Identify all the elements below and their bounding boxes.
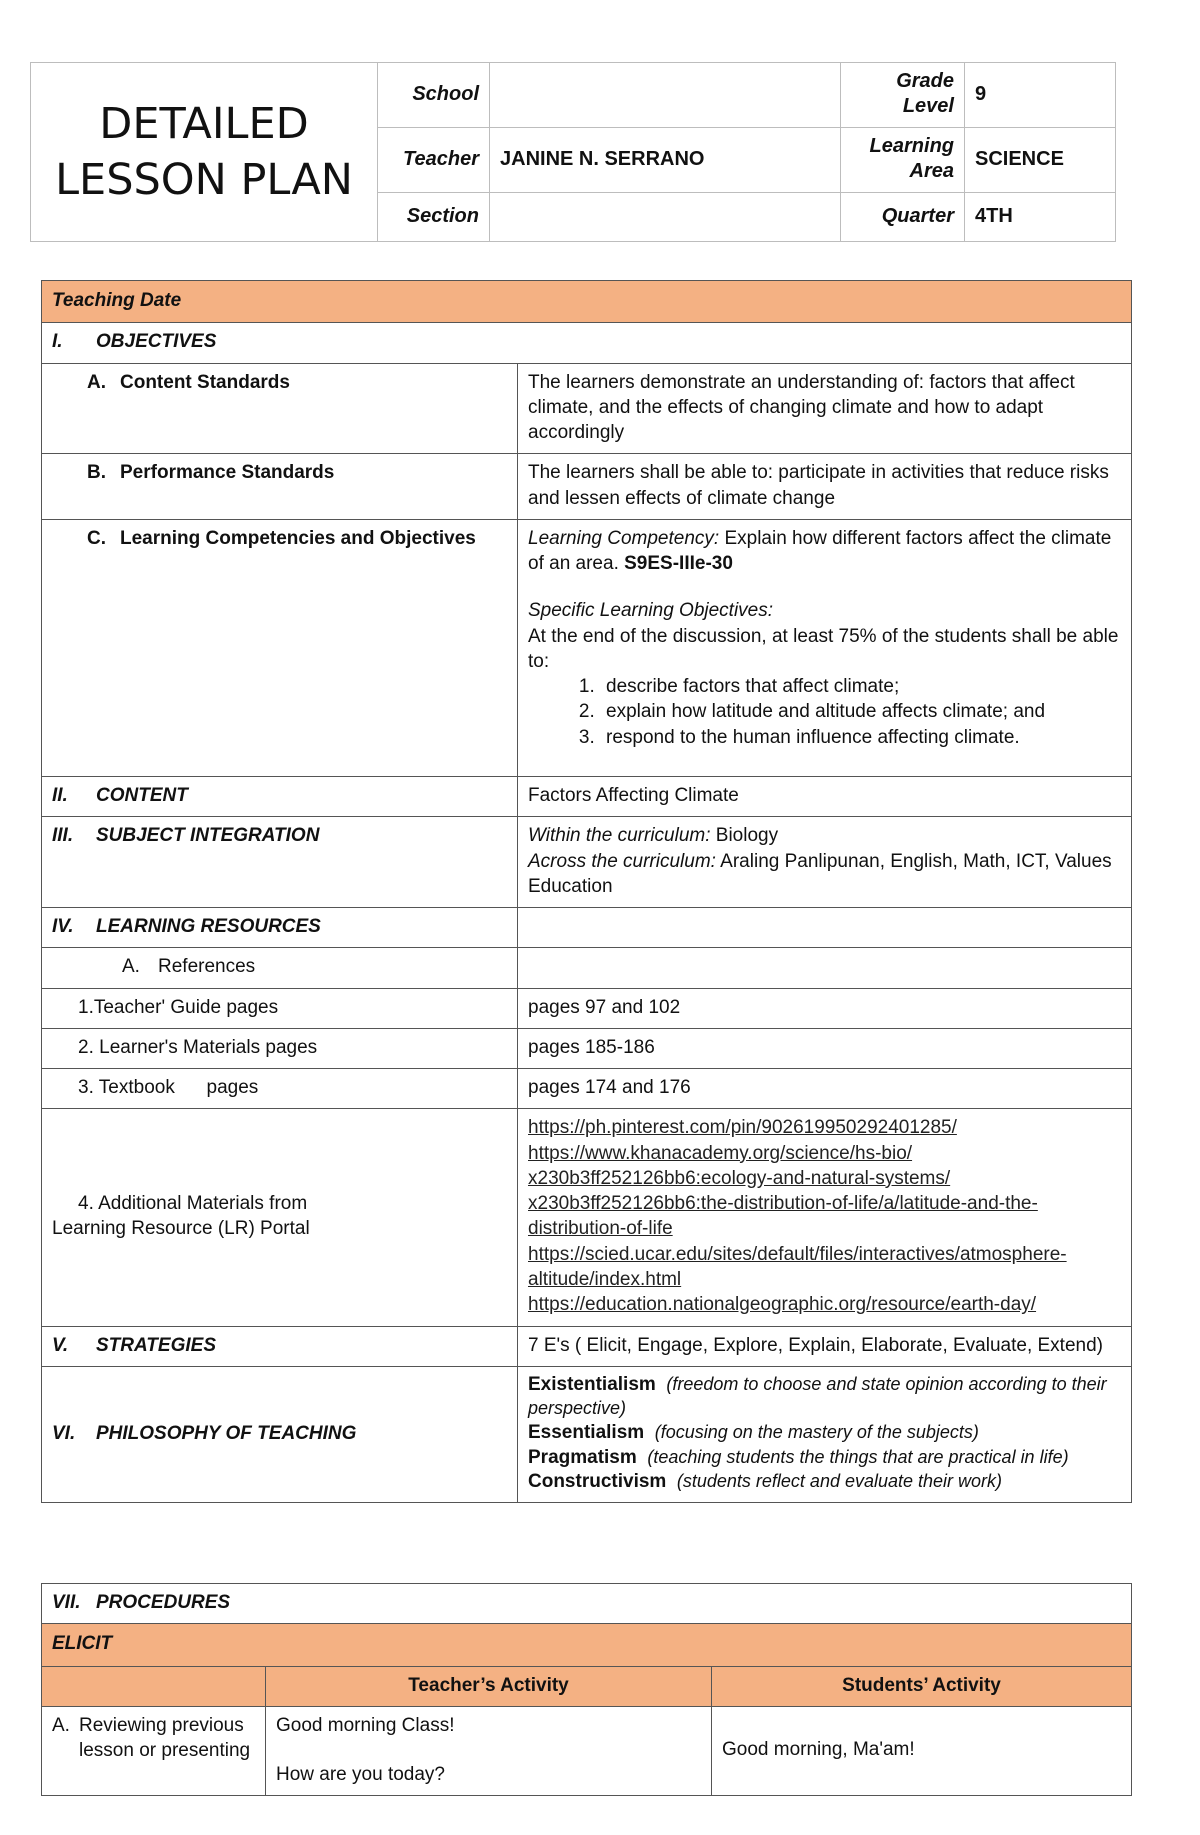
content-heading: II. CONTENT: [42, 776, 518, 816]
procedures-table: [41, 1583, 1132, 1796]
learning-resources-empty: [518, 908, 1132, 948]
resource-link[interactable]: https://education.nationalgeographic.org/resource/earth-day/: [528, 1294, 1037, 1316]
lc-label: Learning Competency:: [528, 527, 720, 549]
header-table: [30, 62, 1116, 242]
school-label: School: [378, 63, 490, 128]
teacher-activity-header: Teacher’s Activity: [266, 1666, 712, 1706]
learning-resources-heading: IV. LEARNING RESOURCES: [42, 908, 518, 948]
teacher-line: Good morning Class!: [276, 1714, 455, 1736]
quarter-value: 4TH: [965, 193, 1116, 242]
teaching-date-header: Teaching Date: [42, 281, 1132, 323]
textbook-pages: pages 174 and 176: [518, 1069, 1132, 1109]
learning-area-value: SCIENCE: [965, 128, 1116, 193]
teacher-label: Teacher: [378, 128, 490, 193]
title-line-2: LESSON PLAN: [55, 155, 353, 205]
school-value: [490, 63, 841, 128]
content-text: Factors Affecting Climate: [518, 776, 1132, 816]
additional-materials-label: 4. Additional Materials from Learning Resource (LR) Portal: [42, 1109, 518, 1326]
resource-link[interactable]: https://ph.pinterest.com/pin/902619950292401285/: [528, 1117, 957, 1139]
list-item: Essentialism (focusing on the mastery of the subjects): [528, 1422, 979, 1444]
list-item: 3. respond to the human influence affecting climate.: [600, 725, 1121, 750]
procedures-heading: VII. PROCEDURES: [42, 1584, 1132, 1624]
students-activity-cell: Good morning, Ma'am!: [712, 1706, 1132, 1796]
list-item: 2. explain how latitude and altitude affects climate; and: [600, 699, 1121, 724]
step-label: A. Reviewing previous lesson or presenting: [42, 1706, 266, 1796]
learning-area-label: Learning Area: [841, 128, 965, 193]
textbook-label: 3. Textbook pages: [42, 1069, 518, 1109]
elicit-phase-header: ELICIT: [42, 1624, 1132, 1666]
subject-integration-text: Within the curriculum: Biology Across the curriculum: Araling Panlipunan, English, Math, ICT, Values Education: [518, 817, 1132, 908]
teacher-activity-cell: [266, 1706, 712, 1796]
list-item: Constructivism (students reflect and evaluate their work): [528, 1471, 1003, 1493]
teacher-guide-pages: pages 97 and 102: [518, 988, 1132, 1028]
students-activity-header: Students’ Activity: [712, 1666, 1132, 1706]
teacher-value: JANINE N. SERRANO: [490, 128, 841, 193]
objectives-heading: I. OBJECTIVES: [42, 323, 1132, 363]
lc-code: S9ES-IIIe-30: [624, 553, 733, 575]
resource-link[interactable]: https://scied.ucar.edu/sites/default/files/interactives/atmosphere-altitude/index.html: [528, 1243, 1067, 1290]
subject-integration-heading: III. SUBJECT INTEGRATION: [42, 817, 518, 908]
learner-materials-pages: pages 185-186: [518, 1028, 1132, 1068]
section-label: Section: [378, 193, 490, 242]
lesson-plan-table: [41, 280, 1132, 1503]
document-title: [31, 63, 378, 242]
strategies-text: 7 E's ( Elicit, Engage, Explore, Explain, Elaborate, Evaluate, Extend): [518, 1326, 1132, 1366]
philosophy-heading: VI. PHILOSOPHY OF TEACHING: [42, 1366, 518, 1503]
references-empty: [518, 948, 1132, 988]
list-item: Existentialism (freedom to choose and state opinion according to their perspective): [528, 1373, 1107, 1419]
lc-text: Explain how different factors affect the climate of an area.: [528, 527, 1112, 575]
strategies-heading: V. STRATEGIES: [42, 1326, 518, 1366]
section-value: [490, 193, 841, 242]
performance-standards-label: B. Performance Standards: [42, 454, 518, 520]
content-standards-text: The learners demonstrate an understanding of: factors that affect climate, and the effects of changing climate and how to adapt accordingly: [518, 363, 1132, 454]
slo-intro: At the end of the discussion, at least 75% of the students shall be able to:: [528, 625, 1119, 672]
list-item: 1. describe factors that affect climate;: [600, 674, 1121, 699]
learner-materials-label: 2. Learner's Materials pages: [42, 1028, 518, 1068]
quarter-label: Quarter: [841, 193, 965, 242]
references-label: A. References: [42, 948, 518, 988]
additional-materials-links: [518, 1109, 1132, 1326]
objectives-list: [528, 674, 1121, 750]
philosophy-text: [518, 1366, 1132, 1503]
content-standards-label: A. Content Standards: [42, 363, 518, 454]
grade-level-value: 9: [965, 63, 1116, 128]
teacher-line: How are you today?: [276, 1764, 445, 1786]
step-column-header: [42, 1666, 266, 1706]
competencies-label: C. Learning Competencies and Objectives: [42, 519, 518, 776]
list-item: Pragmatism (teaching students the things that are practical in life): [528, 1446, 1069, 1468]
teacher-guide-label: 1.Teacher' Guide pages: [42, 988, 518, 1028]
slo-label: Specific Learning Objectives:: [528, 600, 774, 622]
competencies-text: [518, 519, 1132, 776]
grade-level-label: Grade Level: [841, 63, 965, 128]
performance-standards-text: The learners shall be able to: participate in activities that reduce risks and lessen effects of climate change: [518, 454, 1132, 520]
resource-link[interactable]: https://www.khanacademy.org/science/hs-bio/ x230b3ff252126bb6:ecology-and-natural-systems/ x230b3ff252126bb6:the-distribution-of-life/a/latitude-and-the-distribution-of-life: [528, 1142, 1038, 1240]
title-line-1: DETAILED: [99, 99, 309, 149]
